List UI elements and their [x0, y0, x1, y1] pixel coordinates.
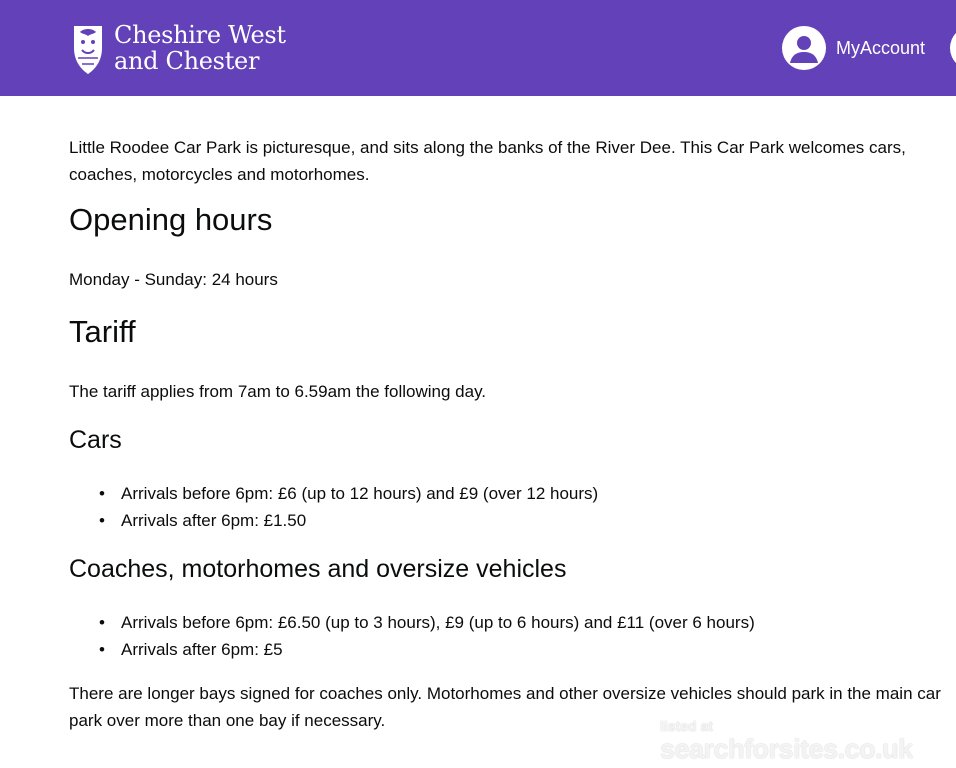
opening-hours-heading: Opening hours: [69, 202, 273, 237]
site-header: [0, 0, 956, 96]
coaches-heading: Coaches, motorhomes and oversize vehicles: [69, 555, 567, 583]
cars-tariff-list: [69, 481, 949, 534]
list-item: • Arrivals before 6pm: £6.50 (up to 3 hours), £9 (up to 6 hours) and £11 (over 6 hours): [121, 610, 949, 637]
intro-paragraph: Little Roodee Car Park is picturesque, and sits along the banks of the River Dee. This Car Park welcomes cars, coaches, motorcycles and motorhomes.: [69, 138, 906, 184]
coach-bays-note: There are longer bays signed for coaches only. Motorhomes and other oversize vehicles should park in the main car park over more than one bay if necessary.: [69, 684, 941, 730]
menu-button[interactable]: [950, 26, 956, 70]
user-avatar-icon: [782, 26, 826, 70]
list-item: • Arrivals after 6pm: £1.50: [121, 508, 949, 535]
tariff-heading: Tariff: [69, 313, 136, 349]
my-account-button[interactable]: [782, 26, 925, 70]
list-item: • Arrivals before 6pm: £6 (up to 12 hours) and £9 (over 12 hours): [121, 481, 949, 508]
coaches-tariff-list: [69, 610, 949, 663]
cars-heading: Cars: [69, 426, 122, 454]
tariff-text: The tariff applies from 7am to 6.59am the following day.: [69, 381, 487, 401]
council-name-line1: Cheshire West: [114, 21, 286, 49]
main-content: [69, 96, 949, 734]
watermark-line2: searchforsites.co.uk: [660, 734, 913, 764]
list-item: • Arrivals after 6pm: £5: [121, 637, 949, 664]
council-logo-link[interactable]: [70, 22, 286, 76]
council-name-line2: and Chester: [114, 47, 260, 75]
my-account-label: MyAccount: [836, 37, 926, 58]
cheshire-lion-shield-icon: [70, 22, 106, 76]
watermark-line1: listed at: [660, 718, 713, 734]
opening-hours-text: Monday - Sunday: 24 hours: [69, 270, 278, 289]
council-name: [114, 22, 286, 74]
